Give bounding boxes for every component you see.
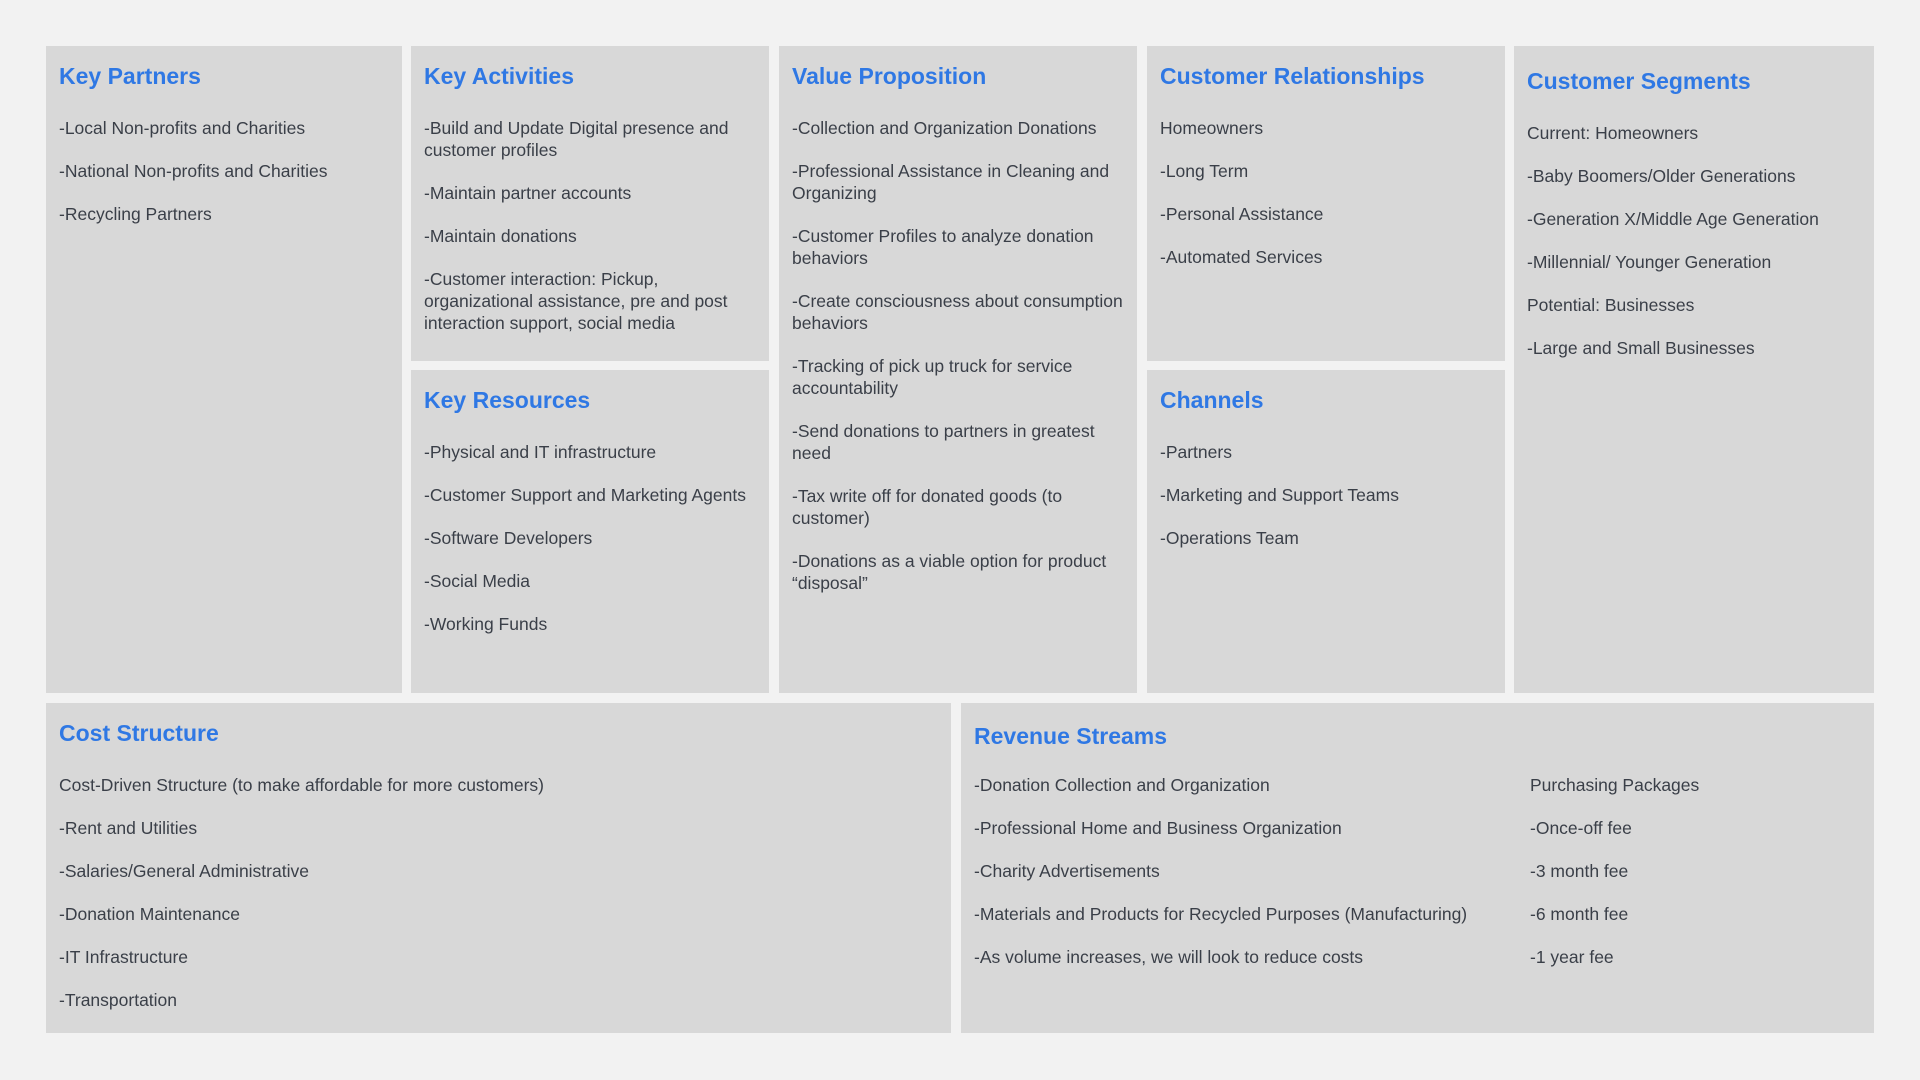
list-item: -Send donations to partners in greatest need	[792, 421, 1095, 464]
channels-title: Channels	[1160, 387, 1264, 413]
list-item: -Build and Update Digital presence and customer profiles	[424, 118, 729, 161]
list-item: -Social Media	[424, 571, 531, 592]
list-item: -Baby Boomers/Older Generations	[1527, 166, 1796, 187]
list-item: -Create consciousness about consumption behaviors	[792, 291, 1123, 334]
revenue-streams-block	[961, 703, 1874, 1033]
key-activities-title: Key Activities	[424, 63, 574, 89]
list-item: -Partners	[1160, 442, 1232, 463]
list-item: Current: Homeowners	[1527, 123, 1699, 144]
list-item: -Donation Collection and Organization	[974, 775, 1270, 796]
customer-segments-list	[1527, 122, 1861, 359]
list-item: -Once-off fee	[1530, 818, 1632, 839]
list-item: -Automated Services	[1160, 247, 1323, 268]
list-item: -IT Infrastructure	[59, 947, 189, 968]
revenue-streams-list	[974, 774, 1510, 989]
list-item: Potential: Businesses	[1527, 295, 1695, 316]
list-item: -Donation Maintenance	[59, 904, 240, 925]
list-item: -National Non-profits and Charities	[59, 161, 328, 182]
revenue-streams-columns	[974, 774, 1861, 989]
cost-structure-list	[59, 774, 938, 1011]
list-item: -1 year fee	[1530, 947, 1614, 968]
customer-segments-block	[1514, 46, 1874, 693]
list-item: -Local Non-profits and Charities	[59, 118, 306, 139]
list-item: -Customer Profiles to analyze donation behaviors	[792, 226, 1094, 269]
list-item: -Recycling Partners	[59, 204, 212, 225]
list-item: -Working Funds	[424, 614, 548, 635]
list-item: -Tax write off for donated goods (to customer)	[792, 486, 1063, 529]
list-item: -Charity Advertisements	[974, 861, 1160, 882]
list-item: -Software Developers	[424, 528, 593, 549]
list-item: -Physical and IT infrastructure	[424, 442, 657, 463]
value-proposition-block	[779, 46, 1137, 693]
list-item: -Materials and Products for Recycled Purposes (Manufacturing)	[974, 904, 1468, 925]
list-item: -Customer Support and Marketing Agents	[424, 485, 746, 506]
customer-relationships-list	[1160, 117, 1492, 268]
customer-relationships-title: Customer Relationships	[1160, 63, 1425, 89]
list-item: Purchasing Packages	[1530, 775, 1700, 796]
list-item: -Tracking of pick up truck for service accountability	[792, 356, 1073, 399]
list-item: -Marketing and Support Teams	[1160, 485, 1399, 506]
list-item: -Professional Assistance in Cleaning and Organizing	[792, 161, 1110, 204]
list-item: -Donations as a viable option for product “disposal”	[792, 551, 1107, 594]
list-item: Cost-Driven Structure (to make affordable for more customers)	[59, 775, 544, 796]
list-item: -Personal Assistance	[1160, 204, 1324, 225]
list-item: -Professional Home and Business Organization	[974, 818, 1342, 839]
key-resources-list	[424, 441, 756, 635]
key-activities-list	[424, 117, 756, 334]
list-item: -Rent and Utilities	[59, 818, 198, 839]
list-item: -Operations Team	[1160, 528, 1299, 549]
customer-relationships-block	[1147, 46, 1505, 361]
value-proposition-title: Value Proposition	[792, 63, 987, 89]
channels-block	[1147, 370, 1505, 693]
cost-structure-title: Cost Structure	[59, 720, 219, 746]
list-item: -Collection and Organization Donations	[792, 118, 1097, 139]
list-item: -Maintain partner accounts	[424, 183, 632, 204]
list-item: -As volume increases, we will look to reduce costs	[974, 947, 1364, 968]
list-item: -Maintain donations	[424, 226, 577, 247]
key-partners-title: Key Partners	[59, 63, 201, 89]
channels-list	[1160, 441, 1492, 549]
key-resources-block	[411, 370, 769, 693]
key-resources-title: Key Resources	[424, 387, 591, 413]
list-item: -Generation X/Middle Age Generation	[1527, 209, 1819, 230]
key-partners-block	[46, 46, 402, 693]
list-item: -Large and Small Businesses	[1527, 338, 1755, 359]
list-item: -6 month fee	[1530, 904, 1629, 925]
list-item: -Long Term	[1160, 161, 1249, 182]
list-item: -Salaries/General Administrative	[59, 861, 309, 882]
customer-segments-title: Customer Segments	[1527, 68, 1751, 94]
list-item: -Transportation	[59, 990, 178, 1011]
list-item: Homeowners	[1160, 118, 1264, 139]
list-item: -Customer interaction: Pickup, organizational assistance, pre and post interaction support, social media	[424, 269, 728, 334]
list-item: -Millennial/ Younger Generation	[1527, 252, 1772, 273]
list-item: -3 month fee	[1530, 861, 1629, 882]
purchasing-packages-list	[1530, 774, 1861, 989]
revenue-streams-title: Revenue Streams	[974, 723, 1168, 749]
key-activities-block	[411, 46, 769, 361]
value-proposition-list	[792, 117, 1124, 594]
cost-structure-block	[46, 703, 951, 1033]
key-partners-list	[59, 117, 389, 225]
